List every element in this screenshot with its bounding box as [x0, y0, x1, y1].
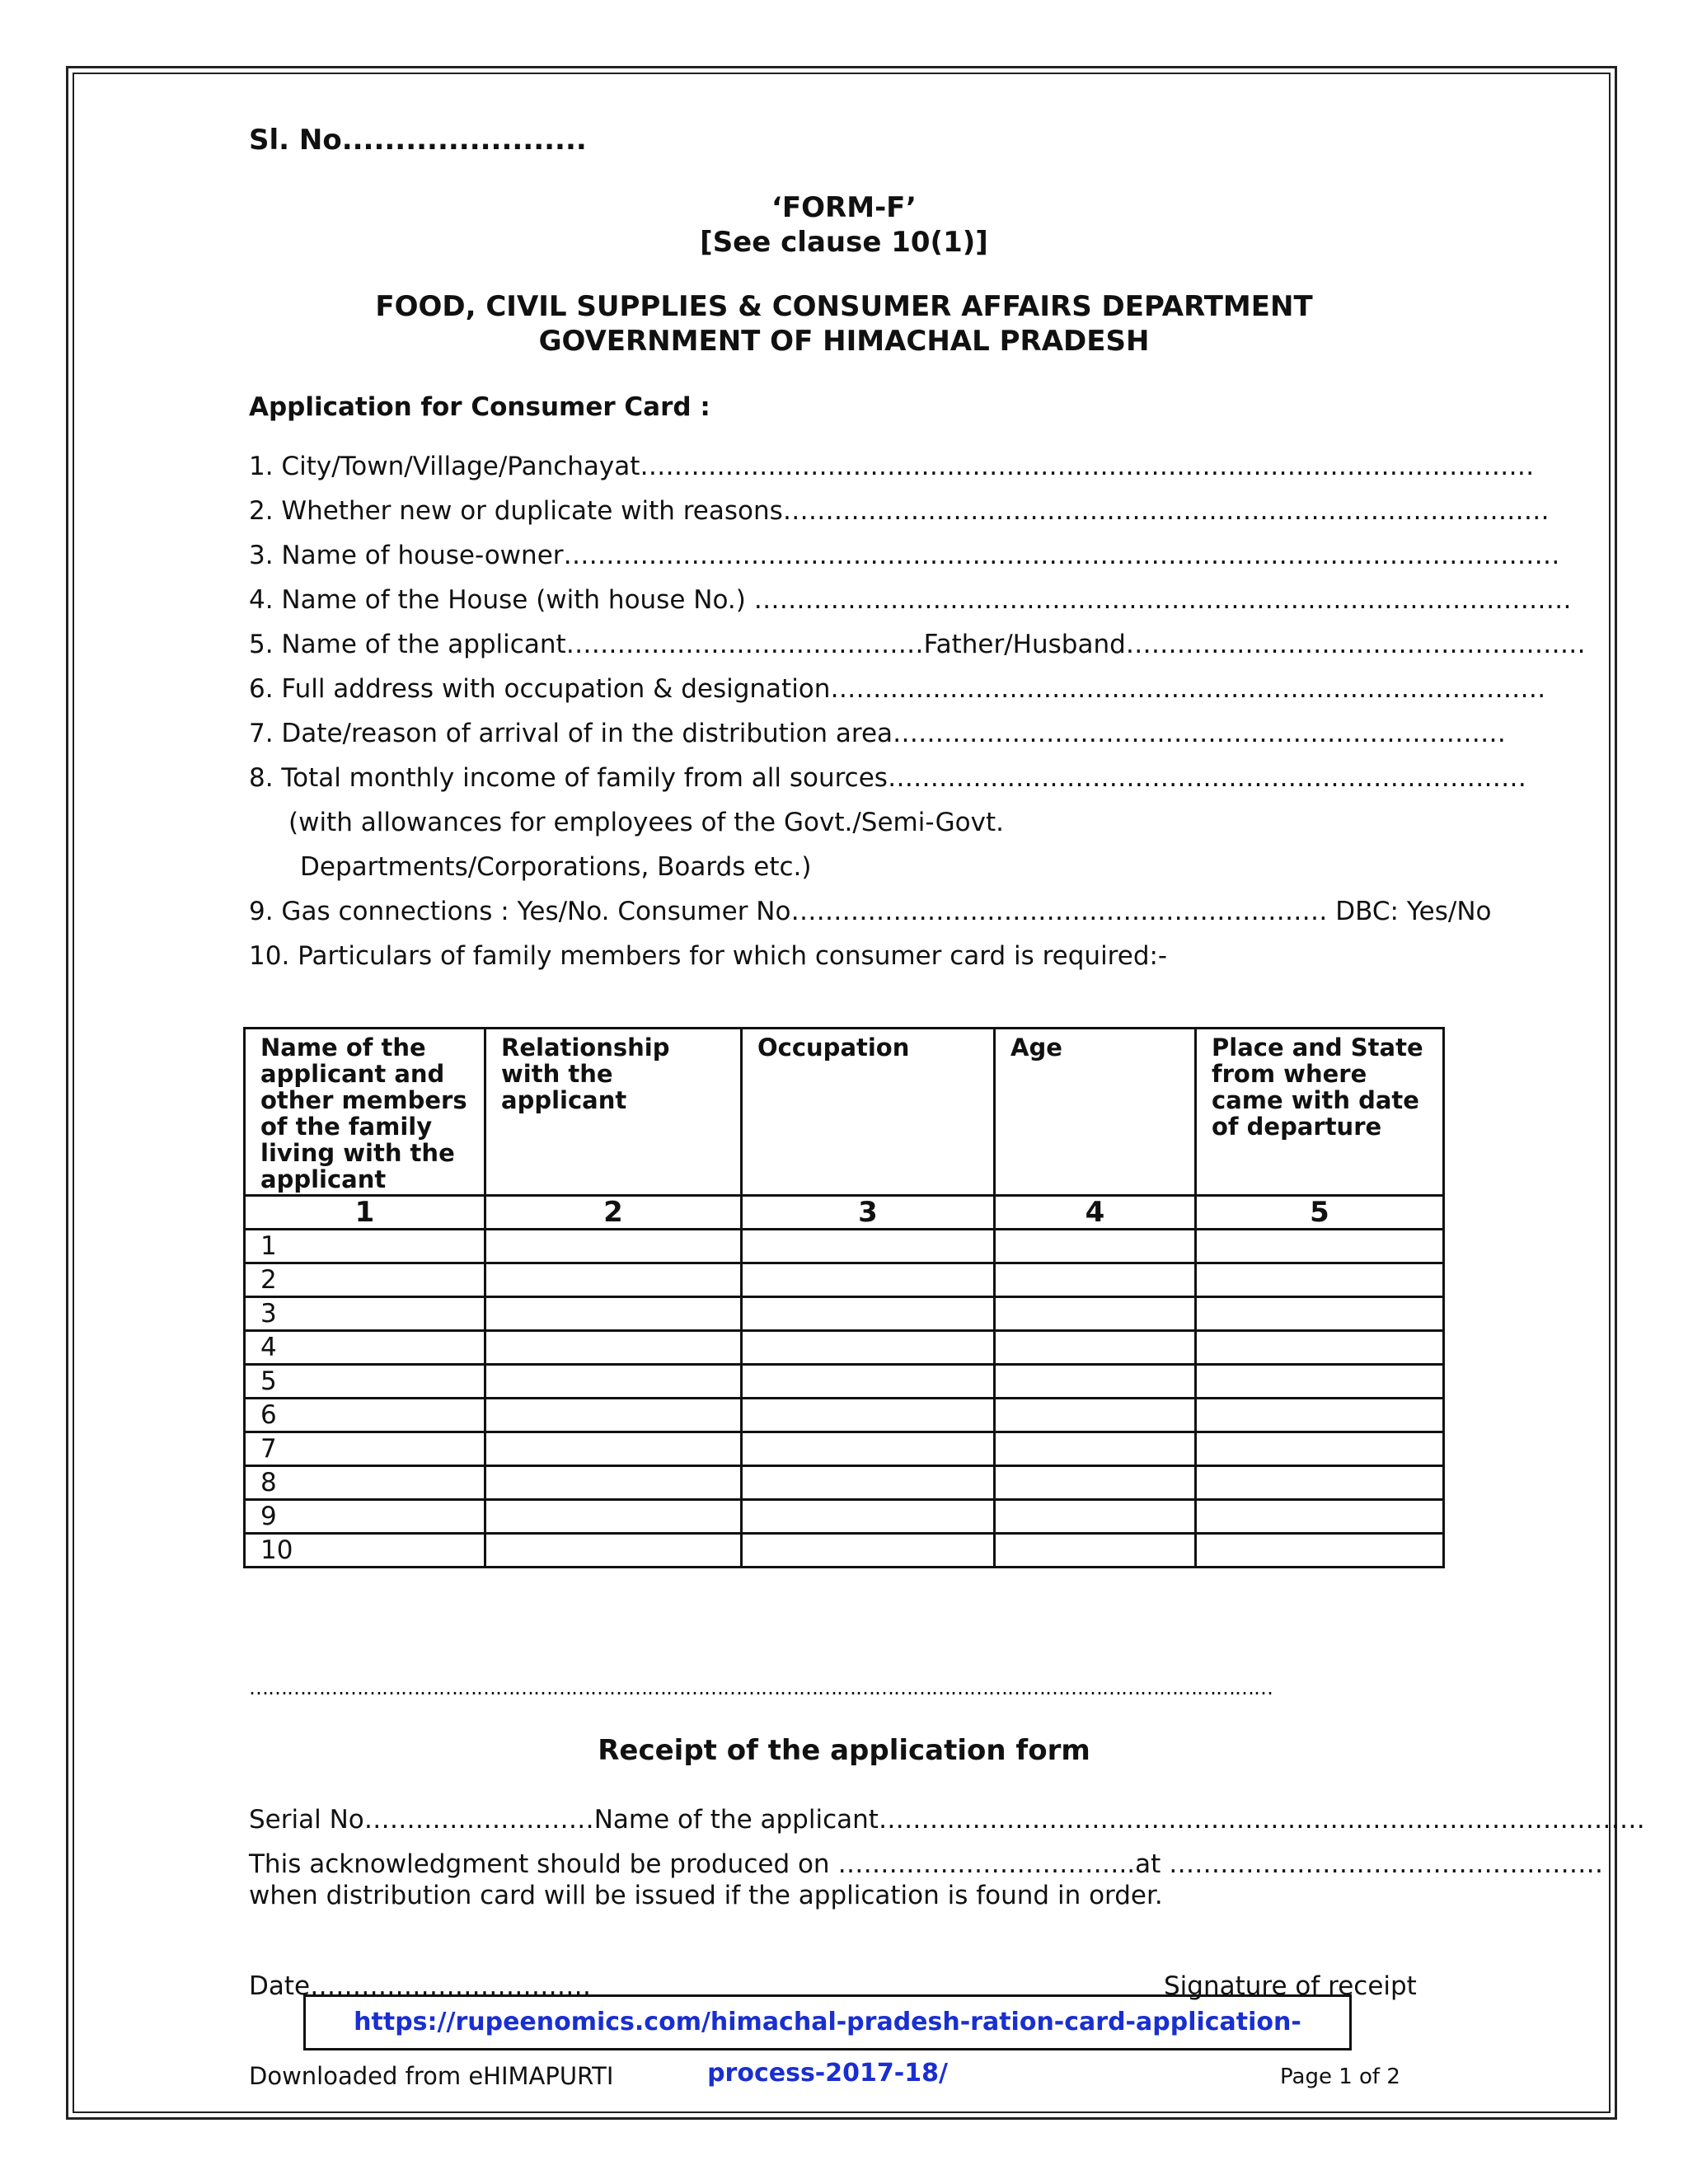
receipt-serial-line: Serial No………………………Name of the applicant……………………………………………………………………………… — [249, 1805, 1645, 1835]
item-8-note-2: Departments/Corporations, Boards etc.) — [300, 852, 812, 882]
column-number: 4 — [995, 1196, 1196, 1230]
table-row — [245, 1230, 1444, 1263]
table-row — [245, 1365, 1444, 1399]
table-row — [245, 1399, 1444, 1432]
department-name: FOOD, CIVIL SUPPLIES & CONSUMER AFFAIRS DEPARTMENT — [375, 290, 1313, 323]
form-clause: [See clause 10(1)] — [700, 226, 988, 259]
table-row — [245, 1297, 1444, 1331]
receipt-date: Date…………………………… — [249, 1971, 592, 2001]
item-3: 3. Name of house-owner……………………………………………………………………………………………………… — [249, 541, 1560, 570]
header-occupation: Occupation — [742, 1029, 995, 1196]
row-number: 6 — [245, 1399, 485, 1432]
table-row — [245, 1500, 1444, 1534]
item-2: 2. Whether new or duplicate with reasons……………………………………………………………………………… — [249, 496, 1550, 526]
footer-downloaded: Downloaded from eHIMAPURTI — [249, 2062, 614, 2090]
table-row — [245, 1432, 1444, 1466]
dotted-separator: ……………………………………………………………………………………………………………………………………………… — [249, 1676, 1273, 1699]
row-number: 1 — [245, 1230, 485, 1263]
item-7: 7. Date/reason of arrival of in the distribution area……………………………………………………………… — [249, 719, 1507, 748]
column-number: 2 — [485, 1196, 742, 1230]
item-4: 4. Name of the House (with house No.) …………………………………………………………………………………… — [249, 585, 1572, 615]
item-5: 5. Name of the applicant……………………………………Father/Husband……………………………………………… — [249, 630, 1586, 659]
table-row — [245, 1466, 1444, 1500]
column-number: 5 — [1196, 1196, 1444, 1230]
application-heading: Application for Consumer Card : — [249, 392, 710, 422]
serial-number: Sl. No....................... — [249, 124, 587, 157]
source-link[interactable]: https://rupeenomics.com/himachal-pradesh-ration-card-application-process-2017-18/ — [303, 1994, 1352, 2050]
item-8-note-1: (with allowances for employees of the Govt./Semi-Govt. — [288, 808, 1004, 837]
row-number: 4 — [245, 1331, 485, 1365]
row-number: 8 — [245, 1466, 485, 1500]
item-9: 9. Gas connections : Yes/No. Consumer No……………………………………………………… DBC: Yes/No — [249, 897, 1492, 926]
receipt-ack-line-2: when distribution card will be issued if the application is found in order. — [249, 1881, 1163, 1910]
item-8: 8. Total monthly income of family from all sources………………………………………………………………… — [249, 763, 1526, 793]
footer-page-number: Page 1 of 2 — [1280, 2064, 1400, 2089]
table-row — [245, 1331, 1444, 1365]
row-number: 2 — [245, 1263, 485, 1297]
row-number: 9 — [245, 1500, 485, 1534]
government-name: GOVERNMENT OF HIMACHAL PRADESH — [538, 325, 1150, 358]
table-row — [245, 1534, 1444, 1568]
header-name: Name of the applicant and other members of the family living with the applicant — [245, 1029, 485, 1196]
row-number: 5 — [245, 1365, 485, 1399]
header-place: Place and State from where came with date of departure — [1196, 1029, 1444, 1196]
item-1: 1. City/Town/Village/Panchayat…………………………………………………………………………………………… — [249, 452, 1535, 481]
header-age: Age — [995, 1029, 1196, 1196]
family-members-table — [243, 1027, 1445, 1568]
column-number: 1 — [245, 1196, 485, 1230]
form-title: ‘FORM-F’ — [771, 191, 917, 224]
row-number: 3 — [245, 1297, 485, 1331]
column-number: 3 — [742, 1196, 995, 1230]
receipt-title: Receipt of the application form — [598, 1734, 1090, 1767]
item-10: 10. Particulars of family members for which consumer card is required:- — [249, 941, 1168, 971]
row-number: 10 — [245, 1534, 485, 1568]
receipt-ack-line-1: This acknowledgment should be produced on ……………………………..at …………………………………………… — [249, 1849, 1604, 1879]
column-number-row — [245, 1196, 1444, 1230]
item-6: 6. Full address with occupation & designation………………………………………………………………………… — [249, 674, 1546, 704]
table-row — [245, 1263, 1444, 1297]
header-relationship: Relationship with the applicant — [485, 1029, 742, 1196]
receipt-signature: Signature of receipt — [1164, 1971, 1417, 2001]
row-number: 7 — [245, 1432, 485, 1466]
